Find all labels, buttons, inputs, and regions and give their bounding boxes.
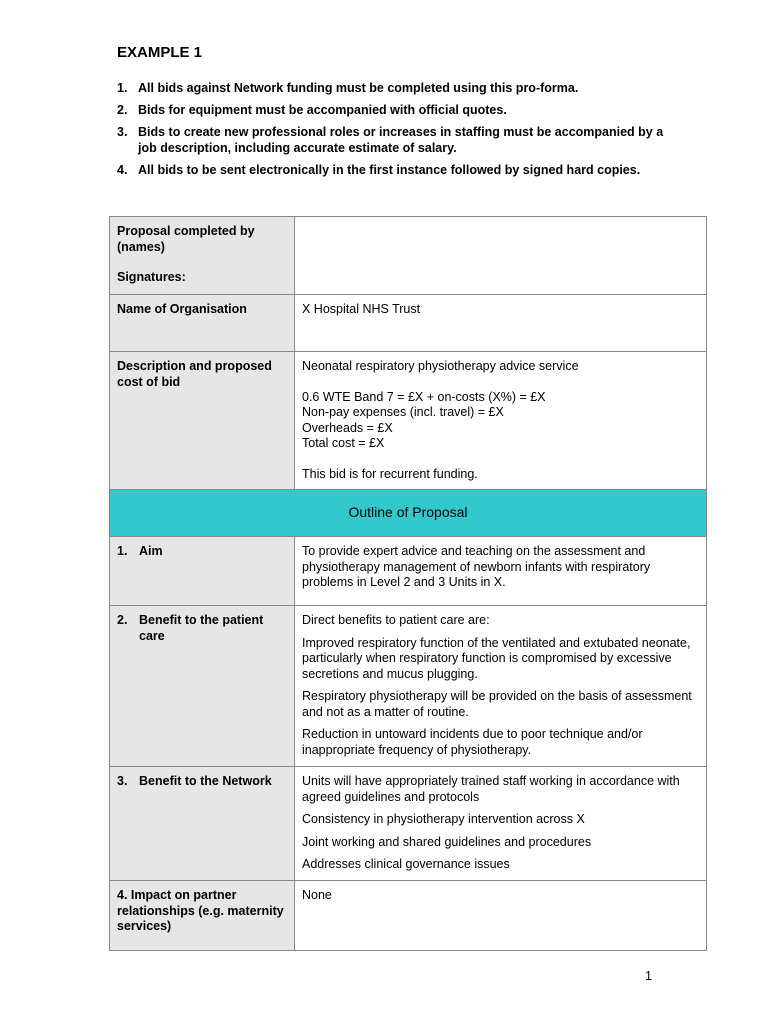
aim-field[interactable]: To provide expert advice and teaching on the assessment and physiotherapy management of newborn infants with respiratory problems in Level 2 and 3 Units in X.	[295, 537, 707, 606]
org-field[interactable]: X Hospital NHS Trust	[295, 295, 707, 352]
table-row	[110, 217, 707, 295]
aim-label-cell: 1. Aim	[110, 537, 295, 606]
list-item: 2. Bids for equipment must be accompanied with official quotes.	[117, 103, 507, 117]
table-row	[110, 606, 707, 767]
network-benefit-field[interactable]: Units will have appropriately trained staff working in accordance with agreed guidelines and protocols Consistency in physiotherapy intervention across X Joint working and shared guidelines and procedures Addresses clinical governance issues	[295, 767, 707, 881]
patient-benefit-label-cell: 2. Benefit to the patient care	[110, 606, 295, 767]
list-item: 4. All bids to be sent electronically in the first instance followed by signed hard copies.	[117, 163, 641, 177]
network-benefit-label-cell: 3. Benefit to the Network	[110, 767, 295, 881]
description-label: Description and proposed cost of bid	[110, 352, 295, 490]
patient-benefit-field[interactable]: Direct benefits to patient care are: Improved respiratory function of the ventilated and extubated neonate, particularly when respiratory function is compromised by excessive secretions and mucus plugging. Respiratory physiotherapy will be provided on the basis of assessment and not as a matter of routine. Reduction in untoward incidents due to poor technique and/or inappropriate frequency of physiotherapy.	[295, 606, 707, 767]
table-row	[110, 537, 707, 606]
list-item: 3. Bids to create new professional roles or increases in staffing must be accompanied by a job description, including accurate estimate of salary.	[117, 125, 664, 155]
page-number: 1	[645, 969, 652, 983]
signatures-label: Signatures:	[117, 270, 186, 284]
table-row	[110, 490, 707, 537]
section-heading: Outline of Proposal	[110, 490, 707, 537]
proposal-by-field[interactable]	[295, 217, 707, 295]
bid-form-table	[109, 216, 707, 951]
table-row	[110, 352, 707, 490]
list-item: 1. All bids against Network funding must be completed using this pro-forma.	[117, 81, 579, 95]
instructions-list	[117, 80, 677, 184]
table-row	[110, 881, 707, 951]
org-label: Name of Organisation	[110, 295, 295, 352]
impact-field[interactable]: None	[295, 881, 707, 951]
proposal-by-label-cell	[110, 217, 295, 295]
description-field[interactable]: Neonatal respiratory physiotherapy advice service 0.6 WTE Band 7 = £X + on-costs (X%) = £X Non-pay expenses (incl. travel) = £X Overheads = £X Total cost = £X This bid is for recurrent funding.	[295, 352, 707, 490]
network-benefit-label: Benefit to the Network	[139, 774, 272, 788]
patient-benefit-label: Benefit to the patient care	[139, 613, 264, 643]
table-row	[110, 295, 707, 352]
proposal-by-label: Proposal completed by (names)	[117, 224, 255, 254]
aim-label: Aim	[139, 544, 163, 558]
page-title: EXAMPLE 1	[117, 44, 203, 61]
table-row	[110, 767, 707, 881]
impact-label: 4. Impact on partner relationships (e.g. maternity services)	[110, 881, 295, 951]
